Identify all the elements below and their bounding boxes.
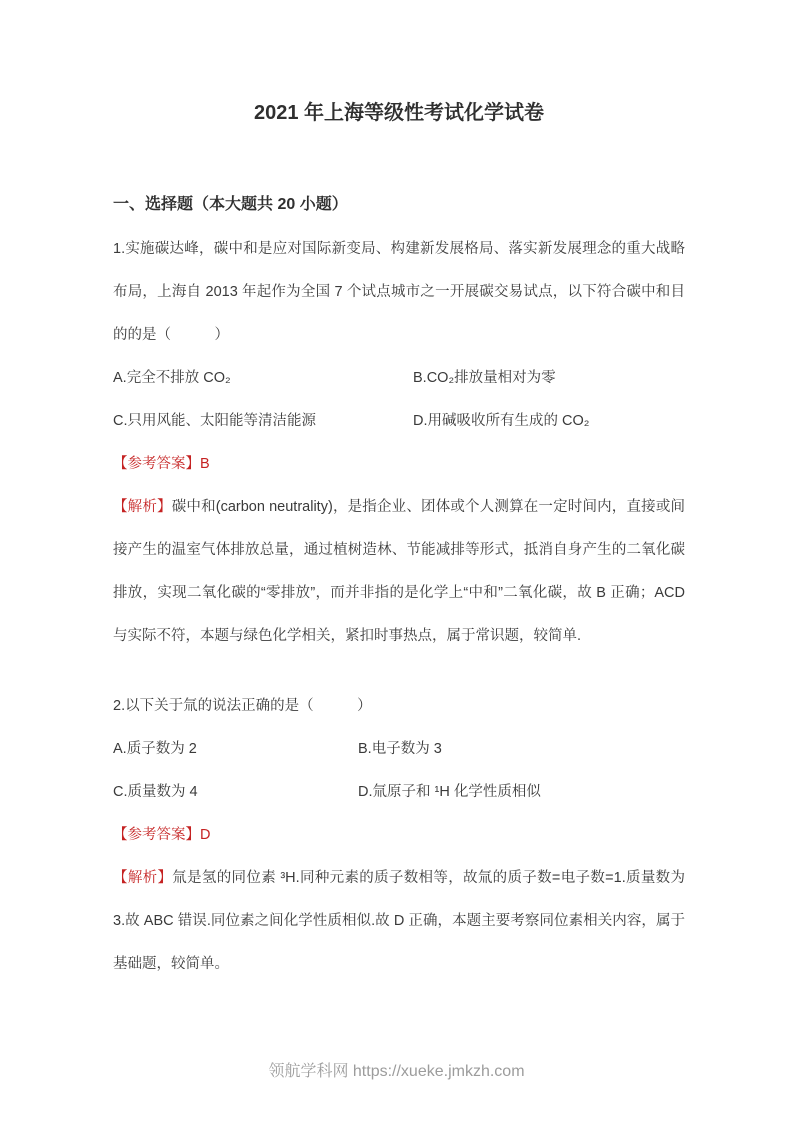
analysis-text: 碳中和(carbon neutrality)，是指企业、团体或个人测算在一定时间内，直接或间接产生的温室气体排放总量，通过植树造林、节能减排等形式，抵消自身产生的二氧化碳排放，实现二氧化碳的“零排放”，而并非指的是化学上“中和”二氧化碳，故 B 正确；ACD 与实际不符，本题与绿色化学相关，紧扣时事热点，属于常识题，较简单.: [113, 499, 686, 644]
question-2-option-c: C.质量数为 4: [113, 784, 198, 800]
question-2: [113, 685, 685, 986]
question-1-options-row-cd: [113, 400, 685, 443]
question-2-option-d: D.氚原子和 ¹H 化学性质相似: [358, 784, 541, 800]
question-1-option-a: A.完全不排放 CO₂: [113, 370, 231, 386]
analysis-text: 氚是氢的同位素 ³H.同种元素的质子数相等，故氚的质子数=电子数=1.质量数为 3.故 ABC 错误.同位素之间化学性质相似.故 D 正确，本题主要考察同位素相关内容，属于基础题，较简单。: [113, 870, 685, 972]
question-2-option-a: A.质子数为 2: [113, 741, 197, 757]
question-2-option-b: B.电子数为 3: [358, 741, 442, 757]
answer-value: B: [200, 456, 210, 472]
question-2-analysis: [113, 857, 685, 986]
question-1-options-row-ab: [113, 357, 685, 400]
answer-label: 【参考答案】: [113, 456, 200, 472]
question-1-answer: [113, 443, 685, 486]
analysis-label: 【解析】: [113, 870, 173, 886]
document-title: 2021 年上海等级性考试化学试卷: [253, 102, 545, 124]
question-1-option-b: B.CO₂排放量相对为零: [413, 370, 556, 386]
question-1-stem: 1.实施碳达峰，碳中和是应对国际新变局、构建新发展格局、落实新发展理念的重大战略布局，上海自 2013 年起作为全国 7 个试点城市之一开展碳交易试点，以下符合碳中和目的的是（ ）: [113, 241, 685, 343]
question-1: [113, 228, 685, 658]
question-2-answer: [113, 814, 685, 857]
answer-label: 【参考答案】: [113, 827, 200, 843]
question-1-analysis: [113, 486, 685, 658]
answer-value: D: [200, 827, 211, 843]
question-2-options-row-cd: [113, 771, 685, 814]
question-1-option-d: D.用碱吸收所有生成的 CO₂: [413, 413, 590, 429]
question-1-option-c: C.只用风能、太阳能等清洁能源: [113, 413, 316, 429]
question-2-options-row-ab: [113, 728, 685, 771]
footer: [0, 1060, 793, 1084]
section-header: 一、选择题（本大题共 20 小题）: [113, 196, 348, 213]
footer-site-text: 领航学科网 https://xueke.jmkzh.com: [268, 1063, 525, 1080]
analysis-label: 【解析】: [113, 499, 172, 515]
question-2-stem: 2.以下关于氚的说法正确的是（ ）: [113, 698, 372, 714]
